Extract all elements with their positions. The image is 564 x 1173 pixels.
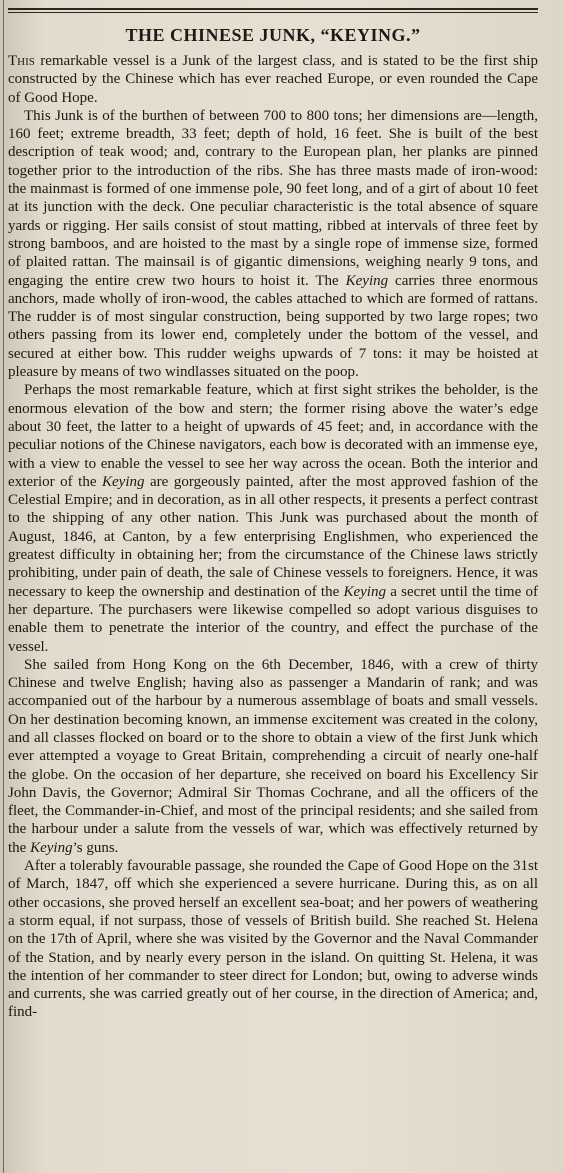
article-title: THE CHINESE JUNK, “KEYING.” (125, 25, 421, 45)
ship-name: Keying (345, 272, 389, 289)
paragraph-text: She sailed from Hong Kong on the 6th December, 1846, with a crew of thirty Chinese and twelve English; having also as passenger a Mandarin of rank; and was accompanied out of the harbour by a numerous assemblage of boats and small vessels. On her destination becoming known, an immense excitement was created in the colony, and all classes flocked on board or to the shore to obtain a view of the first Junk which ever attempted a voyage to Great Britain, comprehending a circuit of nearly one-half the globe. On the occasion of her departure, she received on board his Excellency Sir John Davis, the Governor; Admiral Sir Thomas Cochrane, and all the officers of the fleet, the Commander-in-Chief, and most of the principal residents; and she sailed from the harbour under a salute from the vessels of war, which was effectively returned by the (8, 656, 538, 856)
ship-name: Keying (102, 473, 145, 490)
lead-word: This (8, 53, 35, 69)
paragraph-2 (8, 107, 538, 381)
paragraph-text: a secret until the time of her departure. The purchasers were likewise compelled so adopt various disguises to enable them to penetrate the interior of the country, and effect the purchase of the vessel. (8, 583, 538, 655)
paragraph-5 (8, 857, 538, 1022)
ship-name: Keying (30, 839, 73, 856)
paragraph-text: ’s guns. (72, 839, 119, 856)
paragraph-text: This Junk is of the burthen of between 700 to 800 tons; her dimensions are—length, 160 feet; extreme breadth, 33 feet; depth of hold, 16 feet. She is built of the best description of teak wood; and, contrary to the European plan, her planks are pinned together prior to the introduction of the ribs. She has three masts made of iron-wood: the mainmast is formed of one immense pole, 90 feet long, and of a girt of about 10 feet at its junction with the deck. One peculiar characteristic is the total absence of square yards or rigging. Her sails consist of stout matting, ribbed at intervals of three feet by strong bamboos, and are hoisted to the mast by a single rope of immense size, formed of plaited rattan. The mainsail is of gigantic dimensions, weighing nearly 9 tons, and engaging the entire crew two hours to hoist it. The (8, 107, 538, 289)
header-rule (8, 8, 538, 13)
paragraph-1 (8, 52, 538, 107)
column-rule (3, 0, 4, 1173)
paragraph-3 (8, 381, 538, 655)
ship-name: Keying (343, 583, 386, 600)
paragraph-text: carries three enormous anchors, made wholly of iron-wood, the cables attached to which are formed of rattans. The rudder is of most singular construction, being supported by two large ropes; two others passing from its lower end, completely under the bottom of the vessel, and secured at either bow. This rudder weighs upwards of 7 tons: it may be hoisted at pleasure by means of two windlasses situated on the poop. (8, 272, 538, 381)
article-body (8, 52, 538, 1022)
paragraph-text: Perhaps the most remarkable feature, which at first sight strikes the beholder, is the enormous elevation of the bow and stern; the former rising above the water’s edge about 30 feet, the latter to a height of upwards of 45 feet; and, in accordance with the peculiar notions of the Chinese navigators, each bow is decorated with an immense eye, with a view to enable the vessel to see her way across the ocean. Both the interior and exterior of the (8, 382, 538, 490)
paragraph-4 (8, 656, 538, 857)
paragraph-text: remarkable vessel is a Junk of the largest class, and is stated to be the first ship constructed by the Chinese which has ever reached Europe, or even rounded the Cape of Good Hope. (8, 53, 538, 106)
paragraph-text: After a tolerably favourable passage, she rounded the Cape of Good Hope on the 31st of March, 1847, off which she experienced a severe hurricane. During this, as on all other occasions, she proved herself an excellent sea-boat; and her powers of weathering a storm equal, if not surpass, those of vessels of British build. She reached St. Helena on the 17th of April, where she was visited by the Governor and the Naval Commander of the Station, and by nearly every person in the island. On quitting St. Helena, it was the intention of her commander to steer direct for London; but, owing to adverse winds and currents, she was carried greatly out of her course, in the direction of America; and, find- (8, 858, 538, 1021)
paragraph-text: are gorgeously painted, after the most approved fashion of the Celestial Empire; and in decoration, as in all other respects, it presents a perfect contrast to the shipping of any other nation. This Junk was purchased about the month of August, 1846, at Canton, by a few enterprising Englishmen, who experienced the greatest difficulty in obtaining her; from the circumstance of the Chinese laws strictly prohibiting, under pain of death, the sale of Chinese vessels to foreigners. Hence, it was necessary to keep the ownership and destination of the (8, 473, 539, 600)
